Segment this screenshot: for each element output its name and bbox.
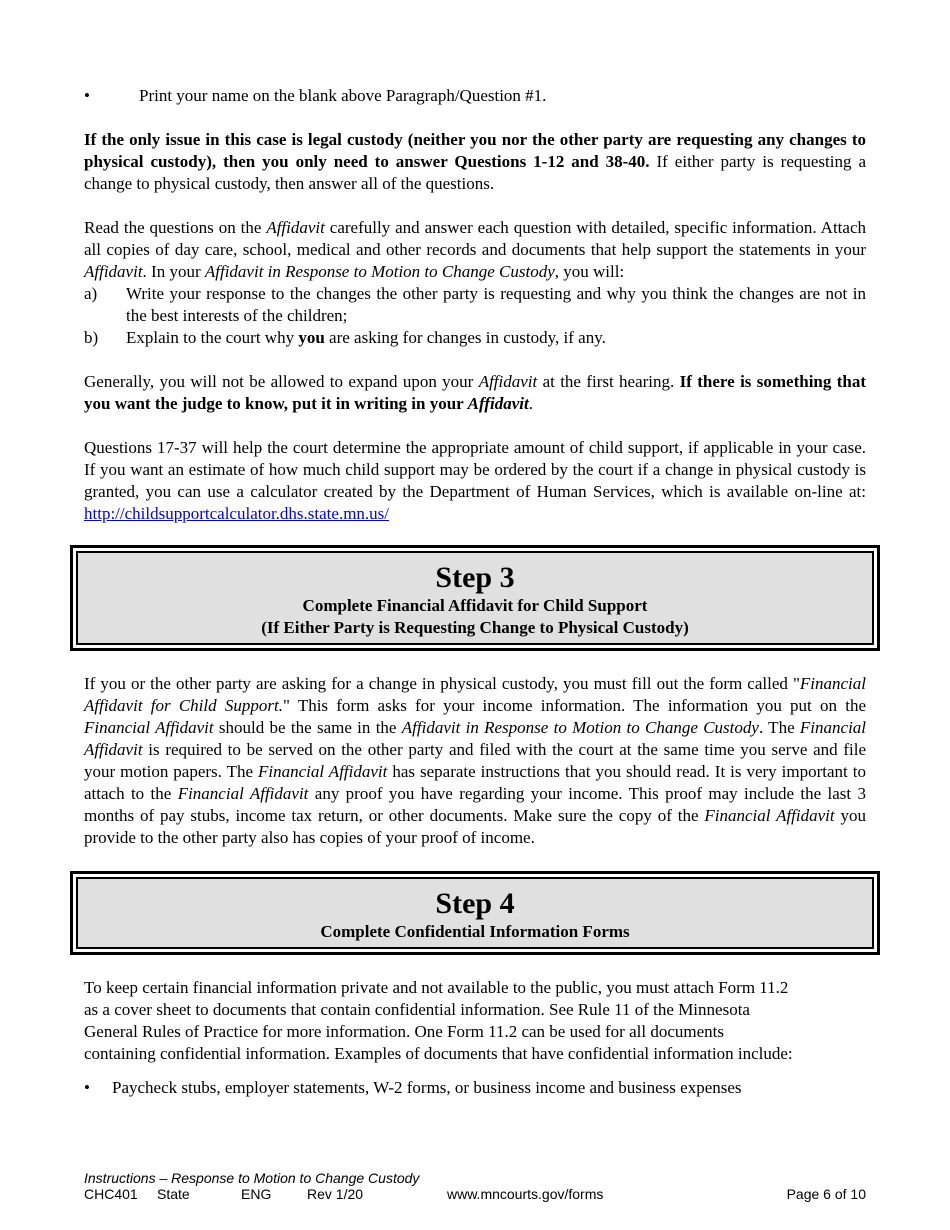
list-text-bold: you [298, 328, 325, 347]
financial-affidavit-italic: Financial Affidavit [84, 718, 867, 759]
read-text-3: . In your [142, 262, 205, 281]
footer-revision: Rev 1/20 [307, 1186, 364, 1202]
read-questions-paragraph [84, 217, 866, 283]
generally-end: . [528, 394, 533, 413]
footer-page-number: Page 6 of 10 [786, 1186, 866, 1202]
list-text: Write your response to the changes the other party is requesting and why you think the changes are not in the best interests of the children; [126, 284, 866, 325]
list-label: b) [84, 328, 99, 347]
read-text-2: carefully and answer each question with detailed, specific information. Attach all copies of day care, school, medical and other records and documents that help support the statements in your [84, 218, 866, 259]
step4-paragraph [84, 977, 866, 1065]
legal-custody-rest: If either party is requesting a change to physical custody, then answer all of the questions. [84, 152, 866, 193]
step3-text-6: has separate instructions that you should read. It is very important to attach to the [84, 762, 866, 803]
legal-custody-paragraph [84, 129, 866, 195]
footer-row [84, 1186, 866, 1202]
step3-text-8: you provide to the other party also has copies of your proof of income. [84, 806, 867, 847]
generally-paragraph [84, 371, 866, 415]
footer-title: Instructions – Response to Motion to Change Custody [84, 1170, 420, 1186]
page-content [84, 85, 866, 1099]
print-name-text: Print your name on the blank above Paragraph/Question #1. [139, 86, 547, 105]
financial-affidavit-italic: Financial Affidavit [177, 784, 309, 803]
step4-inner [76, 877, 874, 949]
affidavit-bold-italic: Affidavit [467, 394, 529, 413]
footer-form-code: CHC401 [84, 1186, 138, 1202]
generally-bold-text: If there is something that you want the judge to know, put it in writing in your [84, 372, 866, 413]
step3-box [70, 545, 880, 651]
calculator-link[interactable]: http://childsupportcalculator.dhs.state.mn.us/ [84, 504, 390, 523]
list-text-before: Explain to the court why [126, 328, 299, 347]
financial-affidavit-italic: Financial Affidavit [84, 718, 214, 737]
step3-text-3: should be the same in the [213, 718, 402, 737]
list-text [126, 327, 866, 349]
print-name-bullet [84, 85, 866, 107]
paycheck-bullet [84, 1077, 866, 1099]
questions-paragraph [84, 437, 866, 525]
step3-paragraph [84, 673, 866, 849]
step4-subtitle: Complete Confidential Information Forms [320, 922, 630, 941]
list-text-after: are asking for changes in custody, if any. [324, 328, 606, 347]
legal-custody-bold: If the only issue in this case is legal custody (neither you nor the other party are requesting any changes to physical custody), then you only need to answer Questions 1-12 and 38-40. [84, 130, 866, 171]
affidavit-italic: Affidavit [478, 372, 538, 391]
step3-text-7: any proof you have regarding your income. This proof may include the last 3 months of pay stubs, income tax return, or other documents. Make sure the copy of the [84, 784, 867, 825]
generally-text-2: at the first hearing. [537, 372, 680, 391]
form-name-italic: Financial Affidavit for Child Support. [84, 674, 866, 715]
step4-box [70, 871, 880, 955]
read-text-1: Read the questions on the [84, 218, 267, 237]
step3-title: Step 3 [435, 561, 515, 594]
affidavit-italic: Affidavit [84, 262, 143, 281]
list-label: a) [84, 284, 98, 303]
step4-line: containing confidential information. Examples of documents that have confidential information include: [84, 1044, 793, 1063]
financial-affidavit-italic: Financial Affidavit [258, 762, 388, 781]
step3-subtitle-2: (If Either Party is Requesting Change to Physical Custody) [261, 618, 689, 637]
step3-text-2: " This form asks for your income information. The information you put on the [282, 696, 866, 715]
financial-affidavit-italic: Financial Affidavit [704, 806, 835, 825]
step3-inner [76, 551, 874, 645]
footer-language: ENG [241, 1186, 272, 1202]
page-footer [84, 1170, 866, 1202]
step3-subtitle-1: Complete Financial Affidavit for Child Support [302, 596, 648, 615]
affidavit-full-italic: Affidavit in Response to Motion to Change Custody [204, 262, 555, 281]
questions-text: Questions 17-37 will help the court determine the appropriate amount of child support, if applicable in your case. If you want an estimate of how much child support may be ordered by the court if a change in physical custody is granted, you can use a calculator created by the Department of Human Services, which is available on-line at: [84, 438, 866, 501]
step4-title: Step 4 [435, 887, 515, 920]
list-item-a [84, 283, 866, 327]
bullet-dot-icon: • [84, 1078, 90, 1097]
generally-text-1: Generally, you will not be allowed to expand upon your [84, 372, 479, 391]
read-text-4: , you will: [554, 262, 625, 281]
step3-text-1: If you or the other party are asking for a change in physical custody, you must fill out the form called " [84, 674, 800, 693]
paycheck-text: Paycheck stubs, employer statements, W-2 forms, or business income and business expenses [112, 1078, 742, 1097]
list-item-b [84, 327, 866, 349]
step3-text-5: is required to be served on the other party and filed with the court at the same time you serve and file your motion papers. The [84, 740, 866, 781]
affidavit-italic: Affidavit [266, 218, 325, 237]
step3-text-4: . The [758, 718, 800, 737]
step4-line: To keep certain financial information private and not available to the public, you must attach Form 11.2 [84, 978, 789, 997]
affidavit-response-italic: Affidavit in Response to Motion to Change Custody [401, 718, 759, 737]
bullet-dot-icon: • [84, 86, 90, 105]
step4-line: as a cover sheet to documents that contain confidential information. See Rule 11 of the Minnesota [84, 1000, 750, 1019]
footer-website: www.mncourts.gov/forms [447, 1186, 604, 1202]
step4-line: General Rules of Practice for more information. One Form 11.2 can be used for all documents [84, 1022, 724, 1041]
footer-jurisdiction: State [157, 1186, 190, 1202]
